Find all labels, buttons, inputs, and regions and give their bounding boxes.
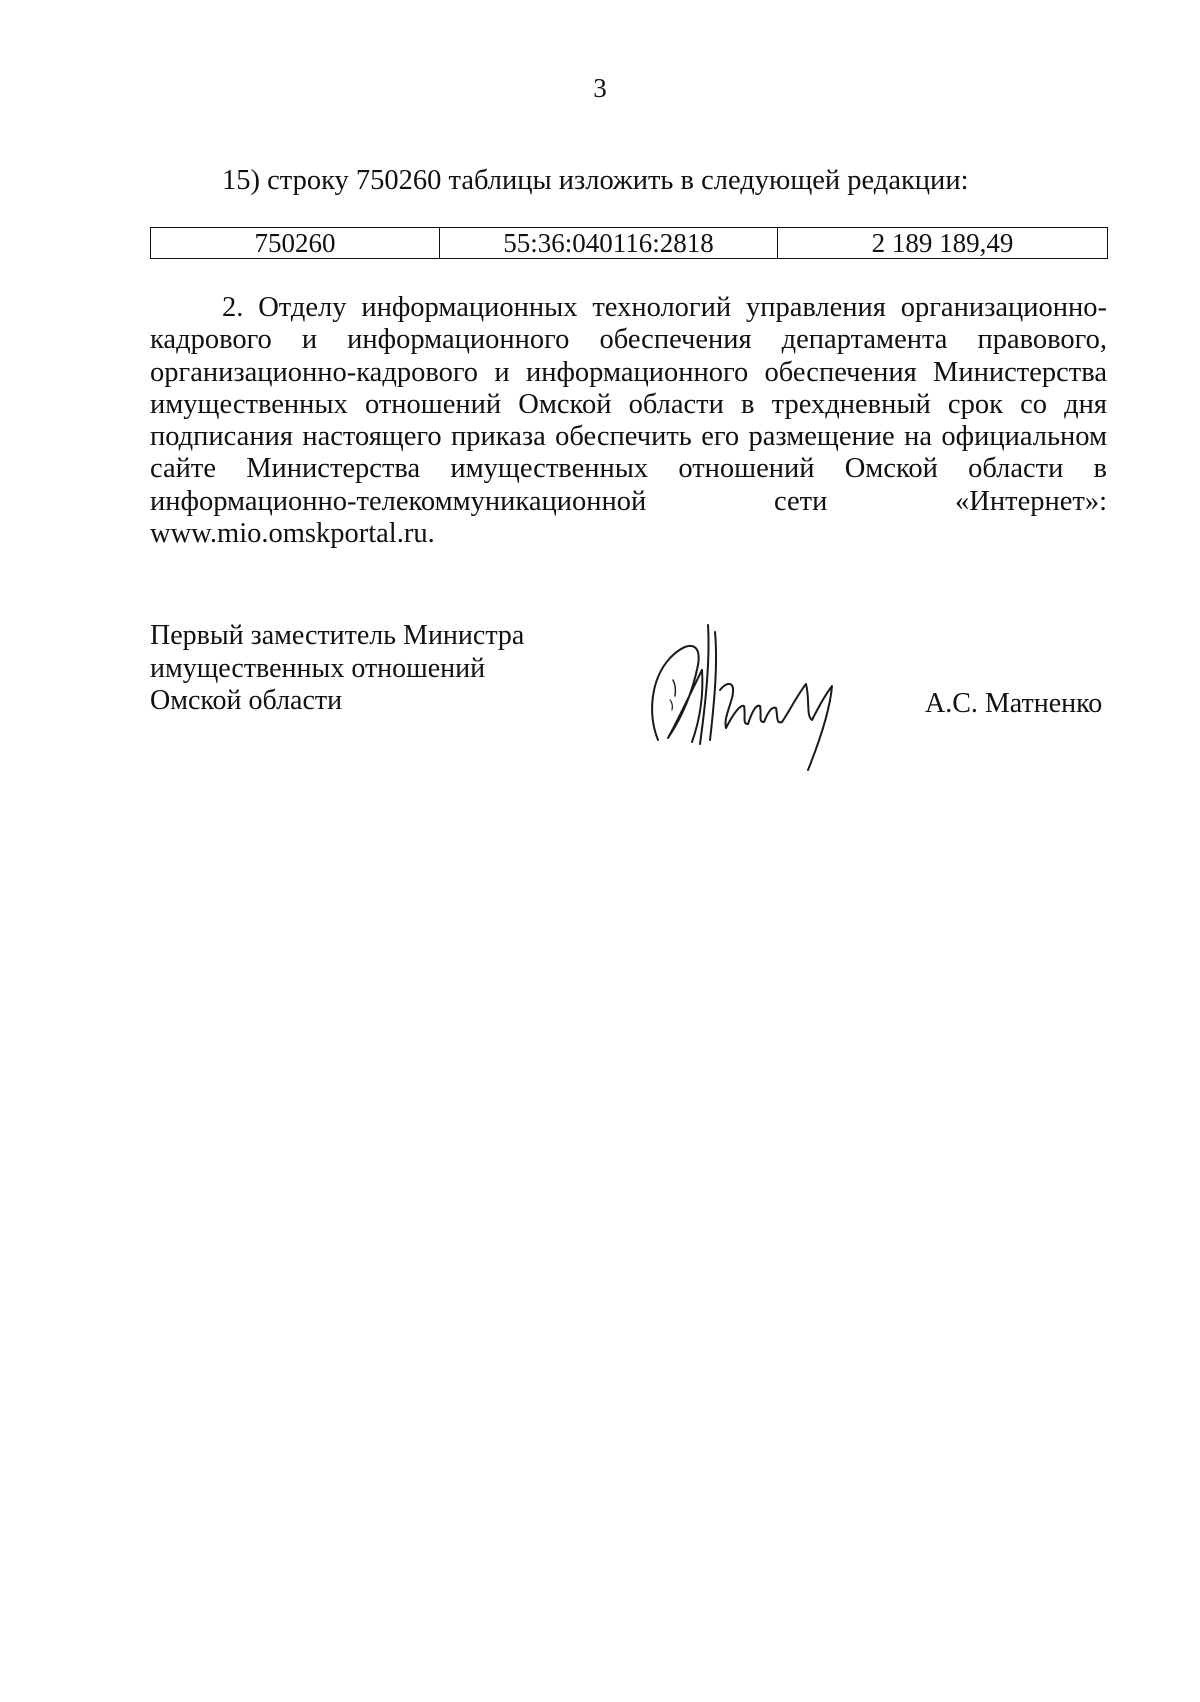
page-number: 3 xyxy=(593,73,607,103)
signer-position-line: имущественных отношений xyxy=(150,652,486,684)
table-cell-cadastral-number: 55:36:040116:2818 xyxy=(440,228,778,259)
table-cell-value: 2 189 189,49 xyxy=(778,228,1108,259)
table-row xyxy=(151,228,1108,259)
table-cell-code: 750260 xyxy=(151,228,440,259)
signer-name: А.С. Матненко xyxy=(925,688,1103,719)
handwritten-signature xyxy=(640,620,870,775)
amendment-item-text: 15) строку 750260 таблицы изложить в следующей редакции: xyxy=(222,165,969,196)
signer-position-line: Первый заместитель Министра xyxy=(150,620,525,651)
amended-table-row xyxy=(150,227,1108,259)
paragraph-2: 2. Отделу информационных технологий управления организационно-кадрового и информационного обеспечения департамента правового, организационно-кадрового и информационного обеспечения Министерства имущественных отношений Омской области в трехдневный срок со дня подписания настоящего приказа обеспечить его размещение на официальном сайте Министерства имущественных отношений Омской области в информационно-телекоммуникационной сети «Интернет»: www.mio.omskportal.ru. xyxy=(150,292,1107,550)
signer-position xyxy=(150,620,524,718)
signer-position-line: Омской области xyxy=(150,685,343,716)
